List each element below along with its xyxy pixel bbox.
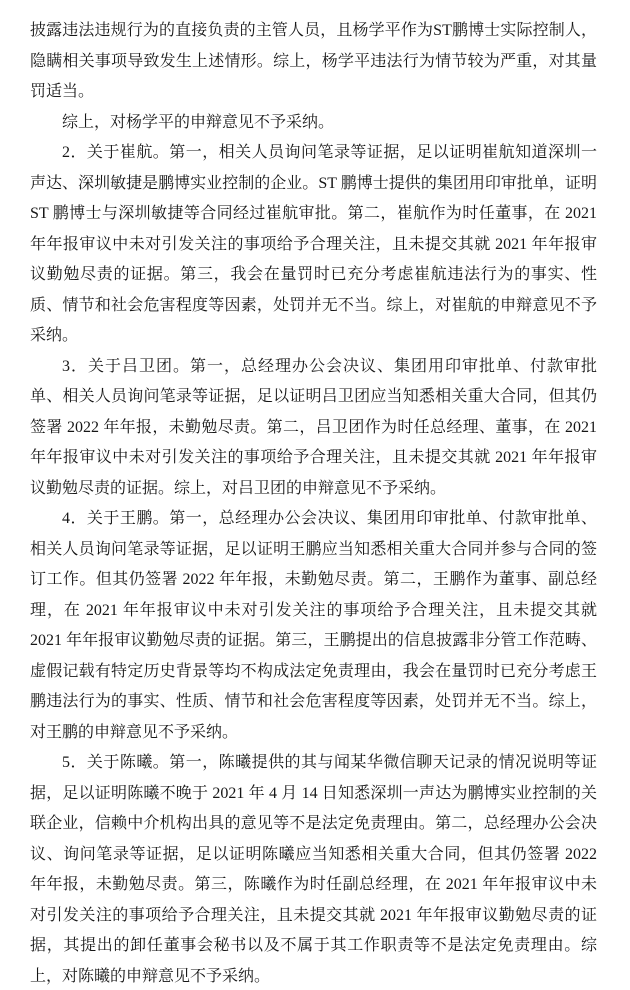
paragraph: 2．关于崔航。第一，相关人员询问笔录等证据，足以证明崔航知道深圳一声达、深圳敏捷是鹏博实业控制的企业。ST 鹏博士提供的集团用印审批单，证明 ST 鹏博士与深圳敏捷等合同经过崔航审批。第二，崔航作为时任董事，在 2021 年年报审议中未对引发关注的事项给予合理关注，且未提交其就 2021 年年报审议勤勉尽责的证据。第三，我会在量罚时已充分考虑崔航违法行为的事实、性质、情节和社会危害程度等因素，处罚并无不当。综上，对崔航的申辩意见不予采纳。 [30, 144, 597, 344]
paragraph: 4．关于王鹏。第一，总经理办公会决议、集团用印审批单、付款审批单、相关人员询问笔录等证据，足以证明王鹏应当知悉相关重大合同并参与合同的签订工作。但其仍签署 2022 年年报，未勤勉尽责。第二，王鹏作为董事、副总经理，在 2021 年年报审议中未对引发关注的事项给予合理关注，且未提交其就 2021 年年报审议勤勉尽责的证据。第三，王鹏提出的信息披露非分管工作范畴、虚假记载有特定历史背景等均不构成法定免责理由，我会在量罚时已充分考虑王鹏违法行为的事实、性质、情节和社会危害程度等因素，处罚并无不当。综上，对王鹏的申辩意见不予采纳。 [30, 510, 597, 741]
paragraph: 5．关于陈曦。第一，陈曦提供的其与闻某华微信聊天记录的情况说明等证据，足以证明陈曦不晚于 2021 年 4 月 14 日知悉深圳一声达为鹏博实业控制的关联企业，信赖中介机构出具的意见等不是法定免责理由。第二，总经理办公会决议、询问笔录等证据，足以证明陈曦应当知悉相关重大合同，但其仍签署 2022 年年报，未勤勉尽责。第三，陈曦作为时任副总经理，在 2021 年年报审议中未对引发关注的事项给予合理关注，且未提交其就 2021 年年报审议勤勉尽责的证据，其提出的卸任董事会秘书以及不属于其工作职责等不是法定免责理由。综上，对陈曦的申辩意见不予采纳。 [30, 754, 597, 985]
paragraph: 3．关于吕卫团。第一，总经理办公会决议、集团用印审批单、付款审批单、相关人员询问笔录等证据，足以证明吕卫团应当知悉相关重大合同，但其仍签署 2022 年年报，未勤勉尽责。第二，吕卫团作为时任总经理、董事，在 2021 年年报审议中未对引发关注的事项给予合理关注，且未提交其就 2021 年年报审议勤勉尽责的证据。综上，对吕卫团的申辩意见不予采纳。 [30, 357, 597, 497]
paragraph: 披露违法违规行为的直接负责的主管人员，且杨学平作为ST鹏博士实际控制人，隐瞒相关事项导致发生上述情形。综上，杨学平违法行为情节较为严重，对其量罚适当。 [30, 22, 597, 100]
document-body [30, 16, 597, 990]
paragraph: 综上，对杨学平的申辩意见不予采纳。 [62, 113, 335, 131]
